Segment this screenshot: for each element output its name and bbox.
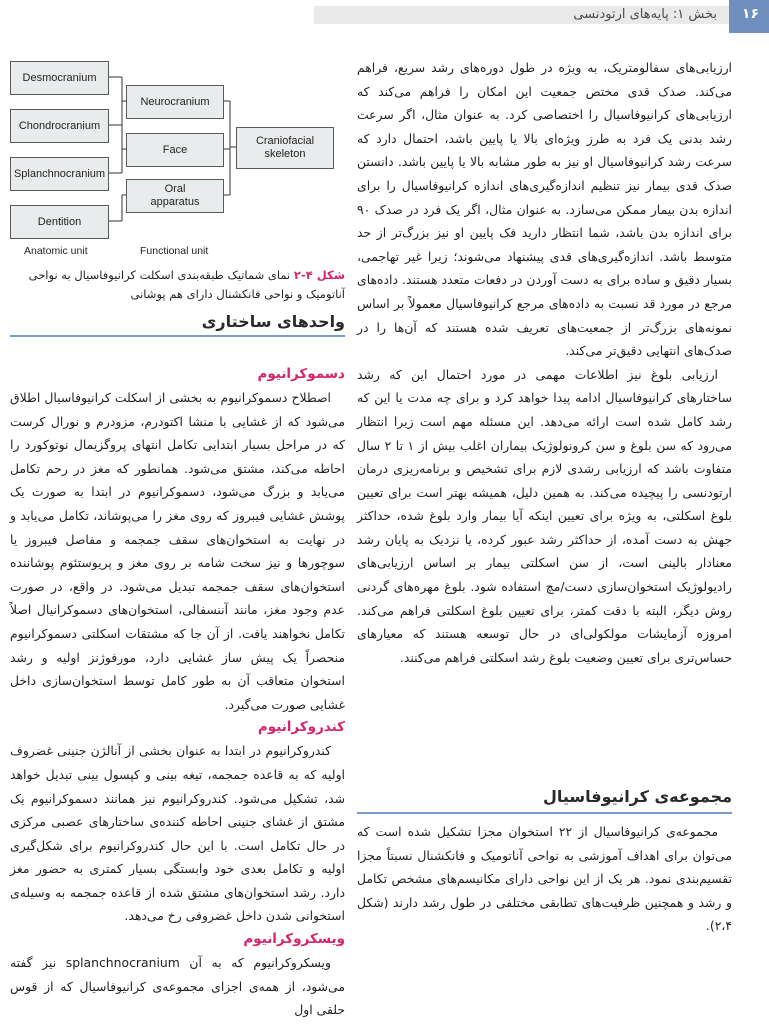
subheading-viscerocranium: ویسکروکرانیوم <box>243 931 345 948</box>
paragraph: ارزیابی بلوغ نیز اطلاعات مهمی در مورد احتمال این که رشد ساختارهای کرانیوفاسیال ادامه پیدا خواهد کرد و برای چه مدت یا این که رشد کامل شده است ارائه می‌دهد. این مسئله مهم است زیرا انتظار می‌رود که سن بلوغ و سن کرونولوژیک بیماران اغلب بیش از ۱ تا ۲ سال متفاوت باشد که ارزیابی رشدی لازم برای تشخیص و برنامه‌ریزی درمان ارتودنسی را پیچیده می‌کند. به همین دلیل، همیشه بهتر است برای تعیین بلوغ اسکلتی، به ویژه برای تعیین اینکه آیا بیمار وارد بلوغ شده، حداکثر جهش به دست آمده، از حداکثر رشد عبور کرده، یا نزدیک به پایان رشد معنادار بالینی است، از سن اسکلتی بیمار بر اساس ارزیابی‌های رادیولوژیک استخوان‌سازی دست/مچ استفاده شود. بلوغ مهره‌های گردنی روش دیگر، البته با دقت کمتر، برای تعیین بلوغ اسکلتی فراهم می‌کند. امروزه آزمایشات مولکولی‌ای در حال توسعه هستند که معیارهای حساس‌تری برای تعیین وضعیت بلوغ رشد اسکلتی فراهم می‌کنند. <box>357 366 732 665</box>
box-face: Face <box>126 133 224 167</box>
text-run: نیز گفته می‌شود، از همه‌ی اجزای مجموعه‌ی کرانیوفاسیال که از قوس حلقی اول <box>10 955 345 1018</box>
box-desmocranium: Desmocranium <box>10 61 109 95</box>
paragraph: اصطلاح دسموکرانیوم به بخشی از اسکلت کرانیوفاسیال اطلاق می‌شود که از غشایی با منشا اکتودرم، مزودرم و نورال کرست که در مراحل بسیار ابتدایی تکامل انتهای پروگزیمال نوتوکورد را احاطه می‌کند، مشتق می‌شود. همانطور که مغز در رحم تکامل می‌یابد و بزرگ می‌شود، دسموکرانیوم در ابتدا به صورت یک پوشش غشایی فیبروز که روی مغز را می‌پوشاند، تکامل می‌یابد و در نهایت به استخوان‌های سقف جمجمه و مفاصل فیبروز یا سوچورها و نیز سخت شامه بر روی مغز و پریوستئوم پوشاننده استخوان‌های سقف جمجمه تبدیل می‌شود. در واقع، در صورت عدم وجود مغز، مانند آننسفالی، استخوان‌های دسموکرانیال اصلاً تکامل نخواهند یافت. از آن جا که مشتقات اسکلتی دسموکرانیوم منحصراً یک پیش ساز غشایی دارد، مورفوژنز اولیه و رشد استخوان متعاقب آن به طور کامل توسط استخوان‌سازی داخل غشایی صورت می‌گیرد. <box>10 390 345 712</box>
left-column <box>10 363 345 1022</box>
paragraph: مجموعه‌ی کرانیوفاسیال از ۲۲ استخوان مجزا تشکیل شده است که می‌توان برای اهداف آموزشی به نواحی آناتومیک و فانکشنال نسبتاً مجزا تقسیم‌بندی نمود. هر یک از این نواحی دارای مکانیسم‌های مشخص تکامل و رشد و همچنین ظرفیت‌های تطابقی مختلفی در طول رشد دارند (شکل ۲،۴). <box>357 824 732 934</box>
figure-diagram <box>10 55 340 260</box>
left-section-rule <box>10 335 345 337</box>
anatomic-unit-label: Anatomic unit <box>24 245 88 257</box>
box-oral-apparatus: Oral apparatus <box>126 179 224 213</box>
box-splanchnocranium: Splanchnocranium <box>10 157 109 191</box>
page-number: ۱۶ <box>741 6 759 22</box>
paragraph <box>10 951 345 1022</box>
right-column <box>357 56 732 669</box>
caption-label: شکل ۴-۲ <box>293 268 345 282</box>
caption-text: نمای شماتیک طبقه‌بندی اسکلت کرانیوفاسیال به نواحی آناتومیک و نواحی فانکشنال دارای هم پوشانی <box>28 268 345 301</box>
box-chondrocranium: Chondrocranium <box>10 109 109 143</box>
left-column-heading <box>10 310 345 334</box>
box-craniofacial-skeleton: Craniofacial skeleton <box>236 127 334 169</box>
english-term: splanchnocranium <box>65 955 180 971</box>
paragraph: ارزیابی‌های سفالومتریک، به ویژه در طول دوره‌های رشد سریع، فراهم می‌کند. صدک قدی مختص جمعیت این امکان را فراهم می‌کند که ارزیابی‌های کرانیوفاسیال را اختصاصی کرد. به عنوان مثال، اگر سرعت رشد بدنی یک فرد به طرز ویژه‌ای بالا یا پایین باشد، احتمال دارد که سرعت رشد کرانیوفاسیال او نیز به طور مشابه بالا یا پایین باشد. دانستن صدک قدی بیمار نیز تنظیم اندازه‌گیری‌های اندازه کرانیوفاسیال را برای اندازه بدن بیمار ممکن می‌سازد. به عنوان مثال، اگر یک فرد در صدک ۹۰ برای اندازه بدن باشد، شما انتظار دارید فک پایین او نیز بزرگ‌تر از حد متوسط باشد. اندازه‌گیری‌های قدی پیشنهاد می‌شوند؛ زیرا غیر تهاجمی، بسیار دقیق و ساده برای به دست آوردن در دفعات متعدد هستند. داده‌های مرجع در مورد قد نسبت به داده‌های مرجع کرانیوفاسیال معمولاً بر اساس نمونه‌های بزرگ‌تر از جمعیت‌های تعریف شده هستند که آن‌ها را در صدک‌های انتهایی دقیق‌تر می‌کند. <box>357 60 732 359</box>
paragraph: کندروکرانیوم در ابتدا به عنوان بخشی از آنالژن جنینی غضروف اولیه که به قاعده جمجمه، تیغه بینی و کپسول بینی تبدیل خواهد شد، تشکیل می‌شود. کندروکرانیوم نیز همانند دسموکرانیوم یک مشتق از غشای جنینی احاطه کننده‌ی ساختارهای عصبی مرکزی در حال تکامل است. با این حال کندروکرانیوم برای شکل‌گیری اولیه و تکامل بعدی خود وابستگی بسیار کمتری به حضور مغز دارد. رشد استخوان‌های مشتق شده از قاعده جمجمه به وسیله‌ی استخوانی شدن داخل غضروفی رخ می‌دهد. <box>10 743 345 924</box>
box-dentition: Dentition <box>10 205 109 239</box>
right-section-rule <box>357 812 732 814</box>
box-neurocranium: Neurocranium <box>126 85 224 119</box>
page-header <box>0 0 769 34</box>
subheading-chondrocranium: کندروکرانیوم <box>257 719 345 736</box>
functional-unit-label: Functional unit <box>140 245 209 257</box>
subheading-desmocranium: دسموکرانیوم <box>257 366 345 382</box>
part-title: بخش ۱: پایه‌های ارتودنسی <box>573 7 717 22</box>
page-number-badge <box>729 0 769 33</box>
section-title-structural-units: واحدهای ساختاری <box>201 312 345 331</box>
craniofacial-section-body <box>357 820 732 938</box>
section-title-craniofacial: مجموعه‌ی کرانیوفاسیال <box>542 787 732 806</box>
text-run: ویسکروکرانیوم که به آن <box>179 955 331 971</box>
figure-caption <box>10 266 345 304</box>
